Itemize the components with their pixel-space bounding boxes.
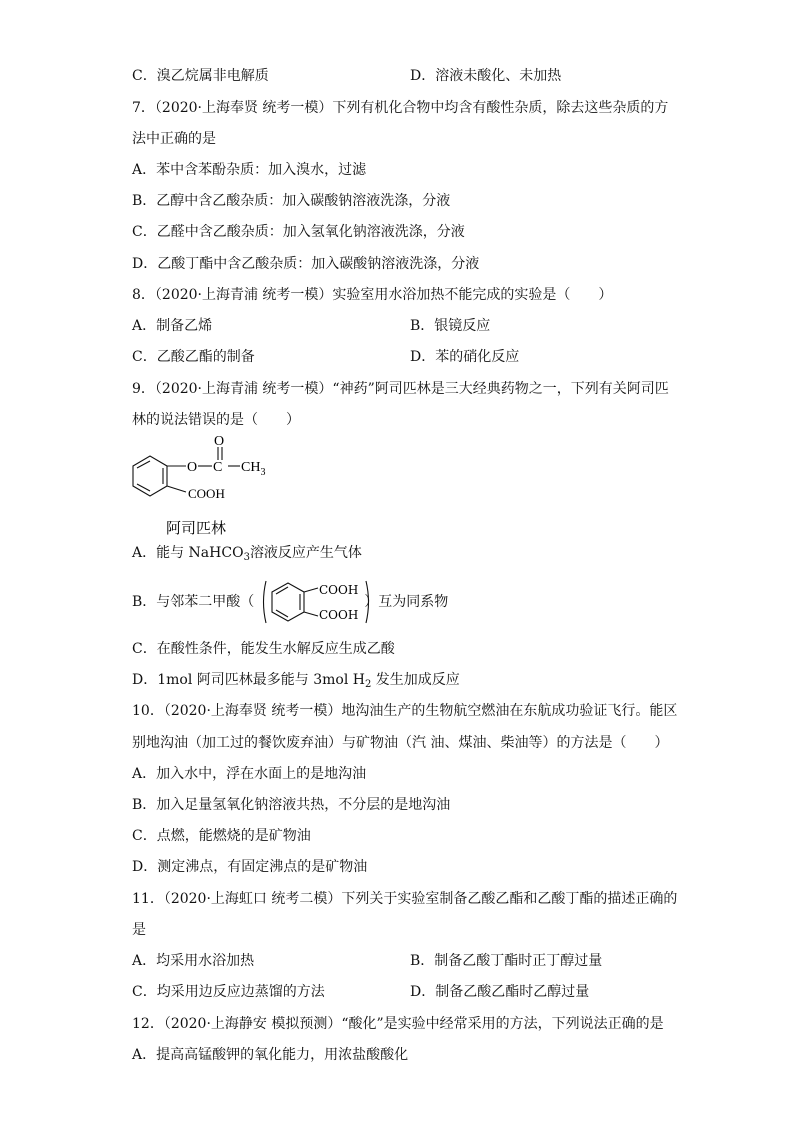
question-9-stem: 9．（2020·上海青浦 统考一模）“神药”阿司匹林是三大经典药物之一，下列有关阿司匹: [132, 381, 669, 397]
question-11-stem: 11．（2020·上海虹口 统考二模）下列关于实验室制备乙酸乙酯和乙酸丁酯的描述正确的: [132, 891, 678, 907]
question-8-option-b: B．银镜反应: [410, 318, 491, 334]
question-7-stem: 7．（2020·上海奉贤 统考一模）下列有机化合物中均含有酸性杂质，除去这些杂质的方: [132, 100, 669, 116]
aspirin-structure: [128, 432, 298, 540]
question-8-option-d: D．苯的硝化反应: [410, 349, 520, 365]
question-11-option-b: B．制备乙酸丁酯时正丁醇过量: [410, 953, 603, 969]
question-7-option-a: A．苯中含苯酚杂质：加入溴水，过滤: [132, 162, 367, 178]
phthalic-acid-structure: [262, 577, 370, 627]
carboxyl-label: COOH: [188, 486, 225, 501]
question-9-option-b: B．与邻苯二甲酸（ ）互为同系物: [132, 594, 449, 610]
question-7-option-c: C．乙醛中含乙酸杂质：加入氢氧化钠溶液洗涤，分液: [132, 224, 465, 240]
ring-double-bond: [276, 610, 288, 617]
left-paren-arc: [264, 581, 267, 623]
question-7-option-b: B．乙醇中含乙酸杂质：加入碳酸钠溶液洗涤，分液: [132, 193, 451, 209]
question-7-option-d: D．乙酸丁酯中含乙酸杂质：加入碳酸钠溶液洗涤，分液: [132, 256, 480, 272]
option-d-line: [410, 66, 561, 86]
bond-cooh-2: [304, 612, 318, 616]
question-9-stem-cont: 林的说法错误的是（ ）: [132, 412, 300, 428]
question-7-stem-cont: 法中正确的是: [132, 131, 216, 147]
benzene-ring: [133, 456, 167, 496]
question-10-option-b: B．加入足量氢氧化钠溶液共热，不分层的是地沟油: [132, 797, 451, 813]
bond-ring-cooh: [167, 486, 186, 492]
methyl-label: $CH_3$: [241, 460, 266, 478]
bond-cooh-1: [304, 588, 318, 592]
question-9-option-c: C．在酸性条件，能发生水解反应生成乙酸: [132, 641, 395, 657]
question-10-stem: 10．（2020·上海奉贤 统考一模）地沟油生产的生物航空燃油在东航成功验证飞行。能区: [132, 703, 678, 719]
option-text: D．溶液未酸化、未加热: [410, 68, 562, 84]
benzene-ring: [272, 583, 304, 621]
question-10-stem-cont: 别地沟油（加工过的餐饮废弃油）与矿物油（汽 油、煤油、柴油等）的方法是（ ）: [132, 735, 669, 751]
carboxyl-label-1: COOH: [319, 583, 359, 597]
question-12-stem: 12．（2020·上海静安 模拟预测）“酸化”是实验中经常采用的方法，下列说法正确的是: [132, 1016, 664, 1032]
question-9-option-d: D．1mol 阿司匹林最多能与 3mol $H_2$ 发生加成反应: [132, 672, 460, 690]
question-10-option-a: A．加入水中，浮在水面上的是地沟油: [132, 766, 367, 782]
carboxyl-label-2: COOH: [319, 608, 359, 622]
aspirin-caption: 阿司匹林: [166, 521, 227, 537]
question-9-option-a: A．能与 NaHCO$_3$溶液反应产生气体: [132, 545, 362, 563]
ester-oxygen: O: [187, 460, 198, 475]
option-c-line: [132, 66, 269, 86]
question-10-option-c: C．点燃，能燃烧的是矿物油: [132, 828, 311, 844]
carbonyl-oxygen: O: [214, 434, 225, 449]
question-11-option-c: C．均采用边反应边蒸馏的方法: [132, 984, 325, 1000]
question-8-stem: 8．（2020·上海青浦 统考一模）实验室用水浴加热不能完成的实验是（ ）: [132, 287, 613, 303]
question-10-option-d: D．测定沸点，有固定沸点的是矿物油: [132, 859, 368, 875]
question-11-stem-cont: 是: [132, 922, 146, 938]
ring-double-bond: [276, 587, 288, 594]
option-text: C．溴乙烷属非电解质: [132, 68, 269, 84]
carbon-label: C: [213, 460, 223, 475]
question-11-option-a: A．均采用水浴加热: [132, 953, 255, 969]
question-8-option-a: A．制备乙烯: [132, 318, 213, 334]
question-8-option-c: C．乙酸乙酯的制备: [132, 349, 255, 365]
right-paren-arc: [366, 581, 369, 623]
question-11-option-d: D．制备乙酸乙酯时乙醇过量: [410, 984, 590, 1000]
question-12-option-a: A．提高高锰酸钾的氧化能力，用浓盐酸酸化: [132, 1047, 409, 1063]
